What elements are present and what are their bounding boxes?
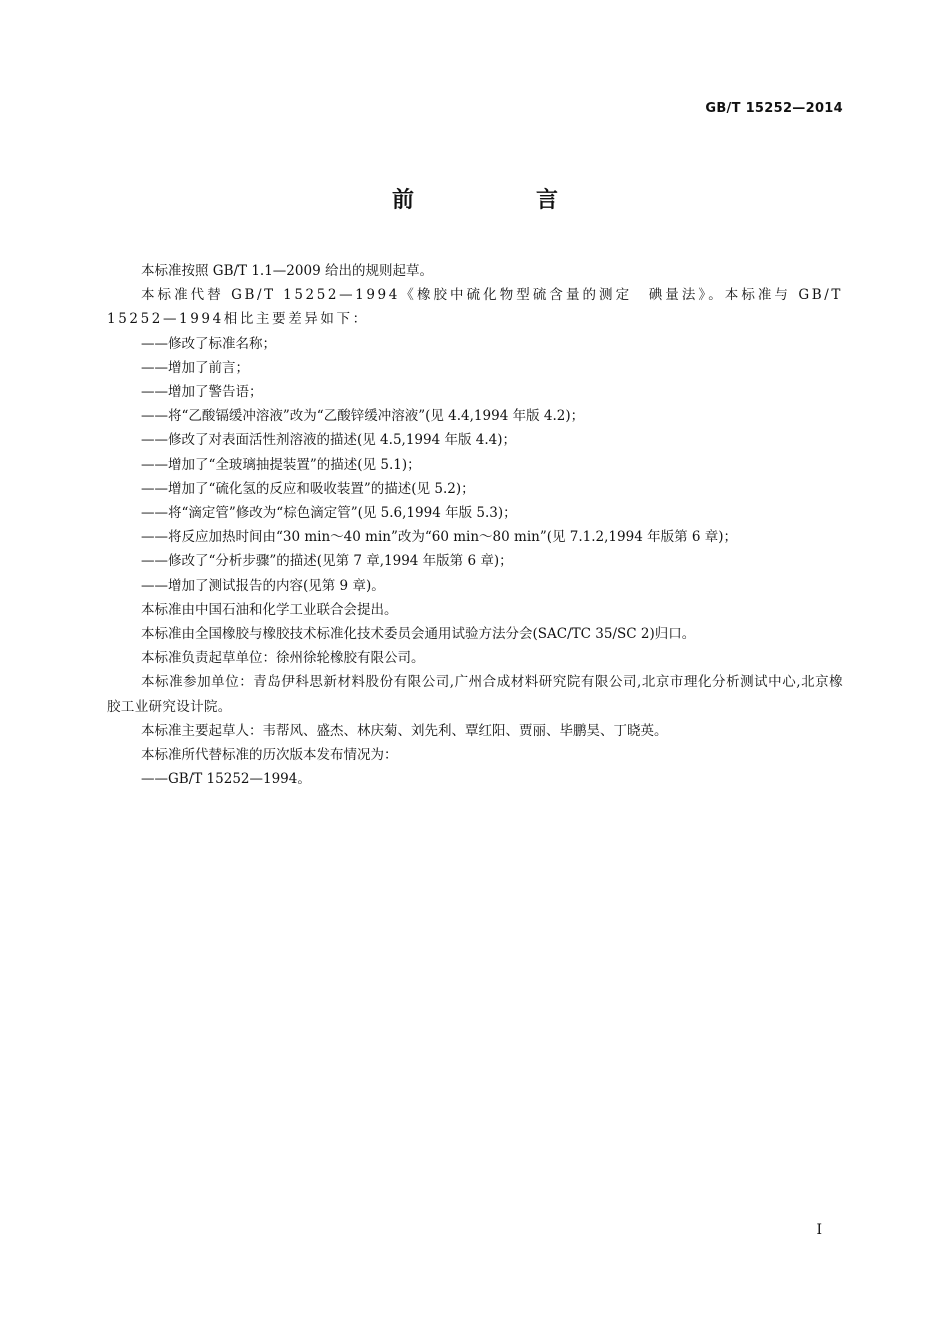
paragraph-committee: 本标准由全国橡胶与橡胶技术标准化技术委员会通用试验方法分会(SAC/TC 35/SC 2)归口。 <box>141 626 696 643</box>
change-item: ——增加了警告语； <box>141 384 263 401</box>
paragraph-proposer: 本标准由中国石油和化学工业联合会提出。 <box>141 601 398 618</box>
paragraph-drafting-rules: 本标准按照 GB/T 1.1—2009 给出的规则起草。 <box>141 263 433 279</box>
paragraph-participants: 本标准参加单位：青岛伊科思新材料股份有限公司,广州合成材料研究院有限公司,北京市理化分析测试中心,北京橡胶工业研究设计院。 <box>107 674 843 715</box>
standard-code: GB/T 15252—2014 <box>705 101 843 116</box>
change-item: ——将“滴定管”修改为“棕色滴定管”(见 5.6,1994 年版 5.3)； <box>141 505 517 522</box>
change-item: ——修改了“分析步骤”的描述(见第 7 章,1994 年版第 6 章)； <box>141 553 513 570</box>
change-item: ——将反应加热时间由“30 min～40 min”改为“60 min～80 min”(见 7.1.2,1994 年版第 6 章)； <box>141 529 738 546</box>
change-item: ——增加了“全玻璃抽提装置”的描述(见 5.1)； <box>141 456 421 473</box>
change-item: ——增加了“硫化氢的反应和吸收装置”的描述(见 5.2)； <box>141 480 475 497</box>
change-item: ——修改了对表面活性剂溶液的描述(见 4.5,1994 年版 4.4)； <box>141 432 516 449</box>
change-item: ——修改了标准名称； <box>141 335 276 352</box>
paragraph-drafters: 本标准主要起草人：韦帮风、盛杰、林庆菊、刘先利、覃红阳、贾丽、毕鹏昊、丁晓英。 <box>141 722 668 739</box>
paragraph-replacement: 本标准代替 GB/T 15252—1994《橡胶中硫化物型硫含量的测定 碘量法》。本标准与 GB/T 15252—1994相比主要差异如下： <box>107 287 850 328</box>
change-item: ——增加了测试报告的内容(见第 9 章)。 <box>141 577 385 594</box>
page-number: I <box>816 1222 822 1238</box>
history-item: ——GB/T 15252—1994。 <box>141 771 311 788</box>
change-item: ——增加了前言； <box>141 359 249 376</box>
preface-body <box>107 259 850 791</box>
page-title: 前 言 <box>391 188 608 213</box>
paragraph-history: 本标准所代替标准的历次版本发布情况为： <box>141 747 398 764</box>
change-item: ——将“乙酸镉缓冲溶液”改为“乙酸锌缓冲溶液”(见 4.4,1994 年版 4.2)； <box>141 408 585 425</box>
paragraph-drafting-unit: 本标准负责起草单位：徐州徐轮橡胶有限公司。 <box>141 650 425 667</box>
